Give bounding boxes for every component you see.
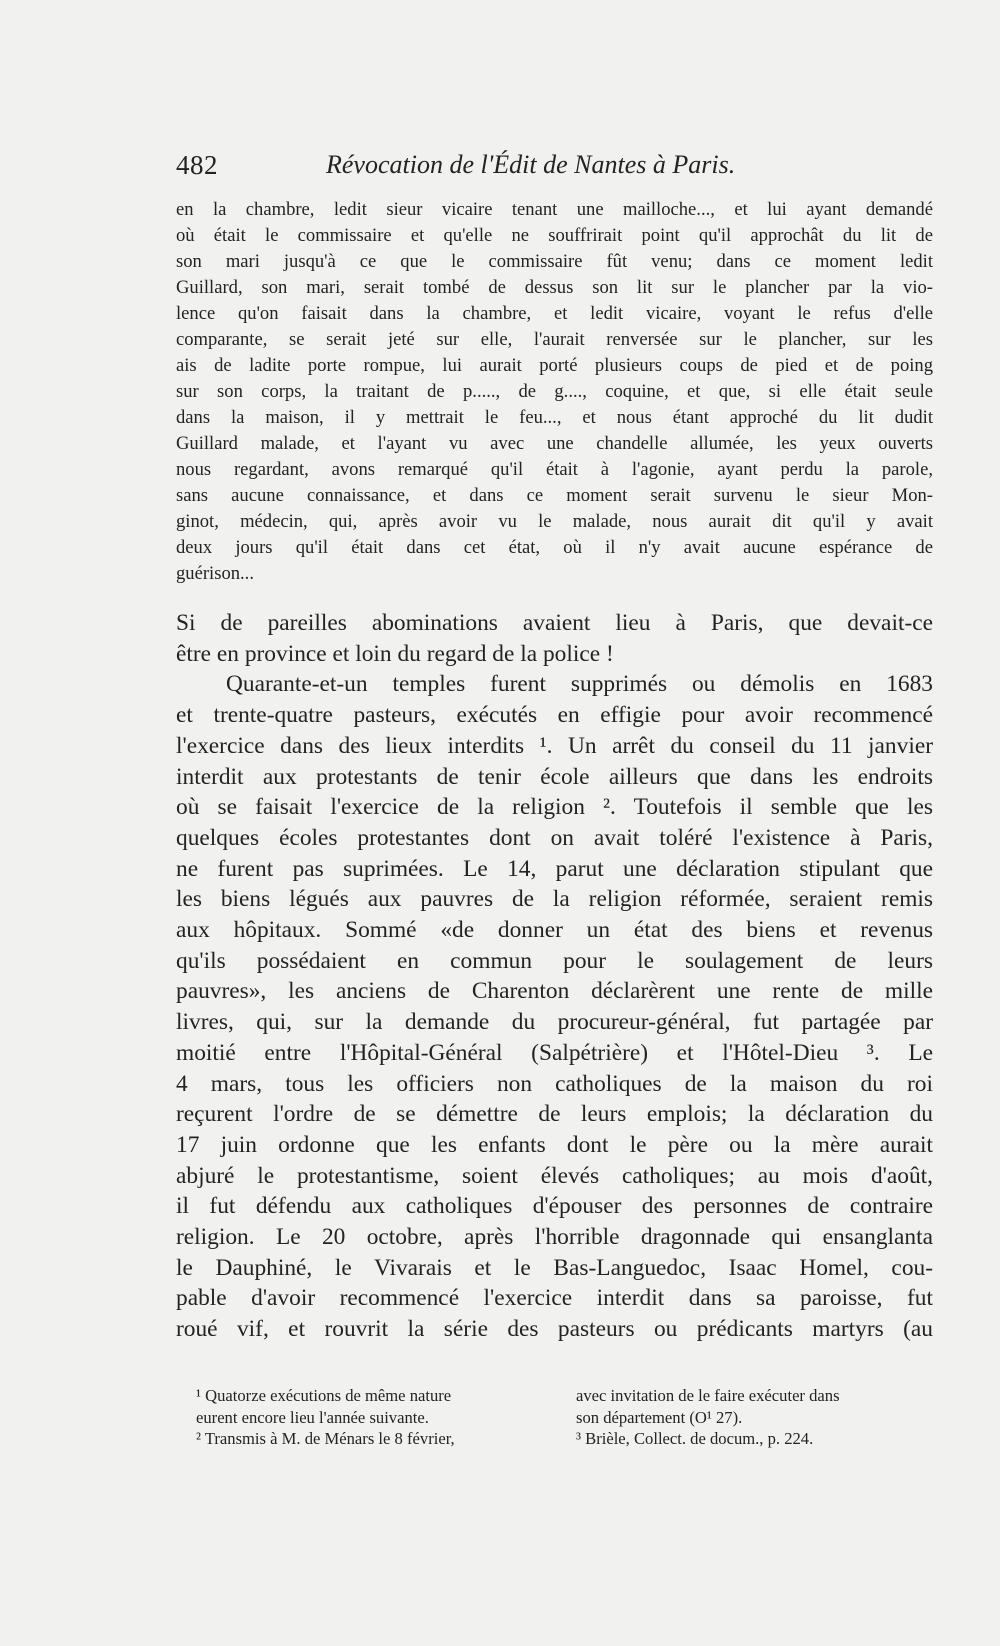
body-line: religion. Le 20 octobre, après l'horrible dragonnade qui ensanglanta — [176, 1224, 933, 1251]
quote-line: Guillard malade, et l'ayant vu avec une chandelle allumée, les yeux ouverts — [176, 433, 933, 454]
body-line: moitié entre l'Hôpital-Général (Salpétrière) et l'Hôtel-Dieu ³. Le — [176, 1039, 933, 1066]
body-line: être en province et loin du regard de la police ! — [176, 640, 614, 667]
page-header — [176, 150, 936, 190]
quote-line: où était le commissaire et qu'elle ne souffrirait point qu'il approchât du lit de — [176, 225, 933, 246]
body-line: Quarante-et-un temples furent supprimés ou démolis en 1683 — [226, 671, 933, 698]
body-line: et trente-quatre pasteurs, exécutés en effigie pour avoir recommencé — [176, 702, 933, 729]
footnotes-right-column — [576, 1385, 936, 1450]
body-line: l'exercice dans des lieux interdits ¹. Un arrêt du conseil du 11 janvier — [176, 732, 933, 759]
quote-line: deux jours qu'il était dans cet état, où il n'y avait aucune espérance de — [176, 537, 933, 558]
body-line: qu'ils possédaient en commun pour le soulagement de leurs — [176, 947, 933, 974]
quote-line: son mari jusqu'à ce que le commissaire fût venu; dans ce moment ledit — [176, 251, 933, 272]
body-line: quelques écoles protestantes dont on avait toléré l'existence à Paris, — [176, 824, 933, 851]
quote-line: lence qu'on faisait dans la chambre, et ledit vicaire, voyant le refus d'elle — [176, 303, 933, 324]
quote-line: Guillard, son mari, serait tombé de dessus son lit sur le plancher par la vio- — [176, 277, 933, 298]
footnote-line: ² Transmis à M. de Ménars le 8 février, — [196, 1429, 455, 1448]
body-line: ne furent pas suprimées. Le 14, parut une déclaration stipulant que — [176, 855, 933, 882]
footnotes-left-column — [196, 1385, 556, 1450]
quote-line: sur son corps, la traitant de p....., de g...., coquine, et que, si elle était seule — [176, 381, 933, 402]
footnote-line: avec invitation de le faire exécuter dans — [576, 1386, 840, 1405]
quote-line: en la chambre, ledit sieur vicaire tenant une mailloche..., et lui ayant demandé — [176, 199, 933, 220]
body-line: 17 juin ordonne que les enfants dont le père ou la mère aurait — [176, 1131, 933, 1158]
quote-line: nous regardant, avons remarqué qu'il était à l'agonie, ayant perdu la parole, — [176, 459, 933, 480]
body-line: reçurent l'ordre de se démettre de leurs emplois; la déclaration du — [176, 1101, 933, 1128]
quote-line: dans la maison, il y mettrait le feu..., et nous étant approché du lit dudit — [176, 407, 933, 428]
body-line: interdit aux protestants de tenir école ailleurs que dans les endroits — [176, 763, 933, 790]
footnote-line: eurent encore lieu l'année suivante. — [196, 1407, 429, 1427]
body-line: livres, qui, sur la demande du procureur-général, fut partagée par — [176, 1009, 933, 1036]
body-line: Si de pareilles abominations avaient lieu à Paris, que devait-ce — [176, 610, 933, 636]
body-line: le Dauphiné, le Vivarais et le Bas-Languedoc, Isaac Homel, cou- — [176, 1254, 933, 1281]
body-line: pable d'avoir recommencé l'exercice interdit dans sa paroisse, fut — [176, 1285, 933, 1312]
quoted-testimony — [176, 197, 933, 587]
quote-line: ginot, médecin, qui, après avoir vu le malade, nous aurait dit qu'il y avait — [176, 511, 933, 532]
body-line: roué vif, et rouvrit la série des pasteurs ou prédicants martyrs (au — [176, 1316, 933, 1343]
quote-line: guérison... — [176, 563, 254, 584]
body-line: il fut défendu aux catholiques d'épouser des personnes de contraire — [176, 1193, 933, 1220]
body-line: où se faisait l'exercice de la religion ². Toutefois il semble que les — [176, 794, 933, 821]
quote-line: ais de ladite porte rompue, lui aurait porté plusieurs coups de pied et de poing — [176, 355, 933, 376]
body-line: les biens légués aux pauvres de la religion réformée, seraient remis — [176, 886, 933, 913]
footnote-line: ¹ Quatorze exécutions de même nature — [196, 1386, 452, 1405]
body-line: abjuré le protestantisme, soient élevés catholiques; au mois d'août, — [176, 1162, 933, 1189]
quote-line: comparante, se serait jeté sur elle, l'aurait renversée sur le plancher, sur les — [176, 329, 933, 350]
footnote-line: ³ Brièle, Collect. de docum., p. 224. — [576, 1429, 814, 1448]
running-title: Révocation de l'Édit de Nantes à Paris. — [326, 150, 736, 179]
page-number: 482 — [176, 150, 218, 180]
body-line: aux hôpitaux. Sommé «de donner un état des biens et revenus — [176, 917, 933, 944]
body-text — [176, 608, 933, 1345]
body-line: 4 mars, tous les officiers non catholiques de la maison du roi — [176, 1070, 933, 1097]
body-line: pauvres», les anciens de Charenton déclarèrent une rente de mille — [176, 978, 933, 1005]
footnote-line: son département (O¹ 27). — [576, 1407, 743, 1427]
quote-line: sans aucune connaissance, et dans ce moment serait survenu le sieur Mon- — [176, 485, 933, 506]
